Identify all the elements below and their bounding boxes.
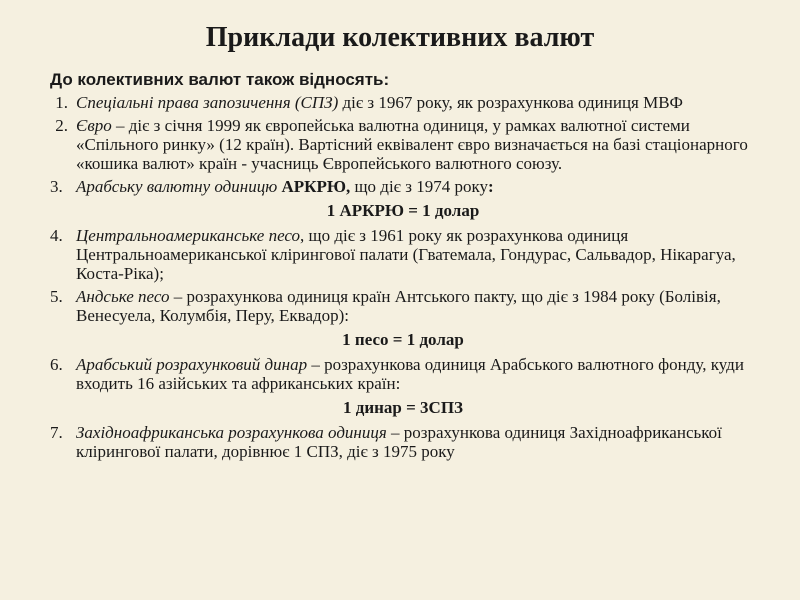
item-tail: : <box>487 177 494 196</box>
list-item-4 <box>38 226 768 283</box>
item-number: 7. <box>50 423 63 442</box>
item-text: – розрахункова одиниця Арабського валютного фонду, куди входить 16 азійських та африканських країн: <box>76 355 744 393</box>
slide-title: Приклади колективних валют <box>205 22 595 53</box>
item-text: , що діє з 1961 року як розрахункова одиниця Центральноамериканської клірингової палати (Гватемала, Гондурас, Сальвадор, Нікарагуа, Коста-Ріка); <box>76 226 736 283</box>
list-item-5 <box>38 287 768 325</box>
item-text: – розрахункова одиниця країн Антського пакту, що діє з 1984 року (Болівія, Венесуела, Колумбія, Перу, Еквадор): <box>76 287 721 325</box>
list-item-3 <box>38 177 768 196</box>
item-term: Спеціальні права запозичення (СПЗ) <box>76 93 339 112</box>
item-term: Арабську валютну одиницю <box>76 177 278 196</box>
list-item-1 <box>38 93 768 112</box>
item-number: 4. <box>50 226 63 245</box>
list-item-7 <box>38 423 768 461</box>
item-text: що діє з 1974 року <box>350 177 488 196</box>
item-text: – розрахункова одиниця Західноафриканської клірингової палати, дорівнює 1 СПЗ, діє з 1975 року <box>76 423 722 461</box>
formula-peso: 1 песо = 1 долар <box>342 330 464 349</box>
subtitle: До колективних валют також відносять: <box>50 70 390 89</box>
item-number: 1. <box>55 93 68 112</box>
item-term: Євро <box>76 116 112 135</box>
item-number: 5. <box>50 287 63 306</box>
item-text: діє з 1967 року, як розрахункова одиниця МВФ <box>338 93 683 112</box>
list-item-6 <box>38 355 768 393</box>
item-term: Центральноамериканське песо <box>76 226 301 245</box>
formula-dinar: 1 динар = 3СПЗ <box>342 398 464 417</box>
item-number: 2. <box>55 116 68 135</box>
item-bold: АРКРЮ, <box>277 177 351 196</box>
formula-arkryu: 1 АРКРЮ = 1 долар <box>326 201 480 220</box>
slide-content <box>38 70 768 465</box>
item-term: Західноафриканська розрахункова одиниця <box>76 423 387 442</box>
item-number: 3. <box>50 177 63 196</box>
item-term: Арабський розрахунковий динар <box>76 355 308 374</box>
item-number: 6. <box>50 355 63 374</box>
item-text: – діє з січня 1999 як європейська валютна одиниця, у рамках валютної системи «Спільного ринку» (12 країн). Вартісний еквівалент євро визначається на базі стаціонарного «кошика валют» країн - учасниць Європейського валютного союзу. <box>76 116 748 173</box>
item-term: Андське песо <box>76 287 170 306</box>
list-item-2 <box>38 116 768 173</box>
